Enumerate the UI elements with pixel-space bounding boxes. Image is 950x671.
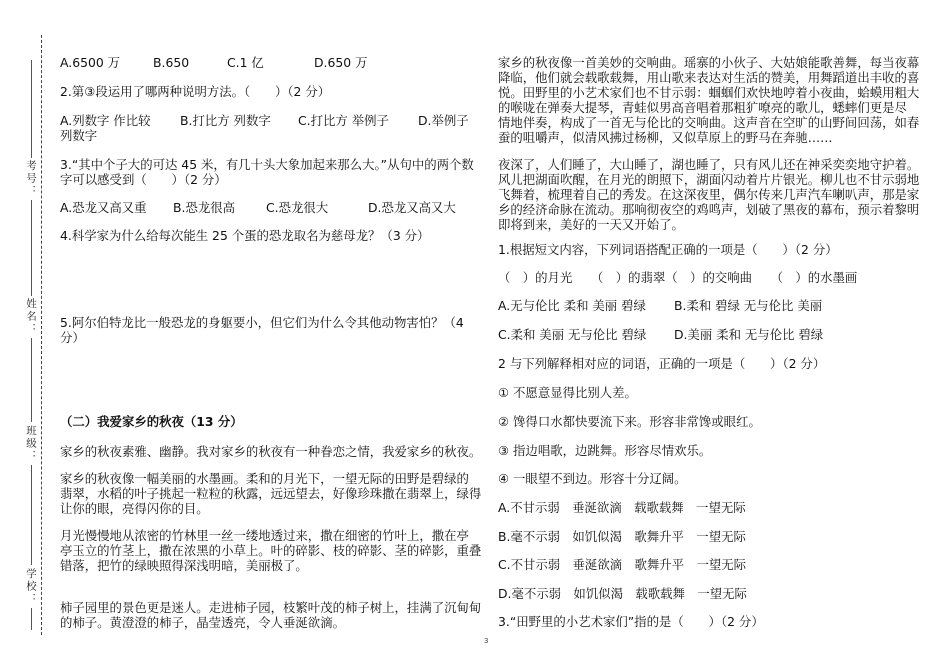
q1-option-b: B.650 [153,55,190,70]
section-title: （二）我爱家乡的秋夜（13 分） [60,414,243,429]
banji-underline [31,465,32,565]
q3-options [60,200,456,215]
passage-p2-line2: 翡翠，水稻的叶子挑起一粒粒的秋露，远远望去，好像珍珠撒在翡翠上，绿得 [60,486,482,501]
passage-p3-line1: 月光慢慢地从浓密的竹林里一丝一缕地透过来，撒在细密的竹叶上，撒在亭 [60,528,469,543]
passage-p6-line3: 飞舞着，梳理着自己的秀发。在这深夜里，偶尔传来几声汽车喇叭声，那是家 [498,187,920,202]
binding-margin [0,0,48,671]
r2-explanation-3: ③ 指边唱歌，边跳舞。形容尽情欢乐。 [498,443,712,458]
q4-stem: 4.科学家为什么给每次能生 25 个蛋的恐龙取名为慈母龙？（3 分） [60,228,430,243]
r1-options-row1 [498,298,822,313]
passage-p5-line6: 蚕的咀嚼声，似清风拂过杨柳，又似草原上的野马在奔驰…… [498,130,833,145]
q1-options [60,55,367,70]
q2-option-d: D.举例子 [418,113,469,128]
passage-p5-line5: 情地伴奏，构成了一首无与伦比的交响曲。这声音在空旷的山野间回荡，如春 [498,115,920,130]
r1-options-row2 [498,327,823,342]
passage-p3-line3: 错落，把竹的绿映照得深浅明暗，美丽极了。 [60,558,308,573]
q3-stem-line2: 字可以感受到（ ）（2 分） [60,172,227,187]
passage-p2-line1: 家乡的秋夜像一幅美丽的水墨画。柔和的月光下，一望无际的田野是碧绿的 [60,471,469,486]
kaohao-underline [31,60,32,158]
r3-stem: 3.“田野里的小艺术家们”指的是（ ）（2 分） [498,614,764,629]
passage-p3-line2: 亭玉立的竹茎上，撒在浓黑的小草上。叶的碎影、枝的碎影、茎的碎影，重叠 [60,543,482,558]
banji-label: 班级： [25,425,37,463]
r2-option-a: A.不甘示弱 垂涎欲滴 载歌载舞 一望无际 [498,500,746,515]
passage-p5-line1: 家乡的秋夜像一首美妙的交响曲。瑶寨的小伙子、大姑娘能歌善舞，每当夜幕 [498,55,920,70]
q1-option-a: A.6500 万 [60,55,121,70]
kaohao-underline-lower [31,200,32,296]
q2-options [60,113,469,128]
passage-p6-line4: 乡的经济命脉在流动。那响彻夜空的鸡鸣声，划破了黑夜的幕布，预示着黎明 [498,202,920,217]
kaohao-label: 考号： [25,160,37,198]
q2-option-c: C.打比方 举例子 [298,113,389,128]
q5-stem-line2: 分） [60,330,85,345]
r1-stem: 1.根据短文内容，下列词语搭配正确的一项是（ ）（2 分） [498,242,838,257]
q1-option-d: D.650 万 [314,55,368,70]
q2-stem: 2.第③段运用了哪两种说明方法。（ ）（2 分） [60,84,331,99]
passage-p1: 家乡的秋夜素雅、幽静。我对家乡的秋夜有一种眷恋之情，我爱家乡的秋夜。 [60,444,482,459]
passage-p5-line4: 的喉咙在弹奏大提琴，青蛙似男高音唱着那粗犷嘹亮的歌儿，蟋蟀们更是尽 [498,100,907,115]
passage-p6-line1: 夜深了，人们睡了，大山睡了，湖也睡了，只有风儿还在神采奕奕地守护着。 [498,157,920,172]
q3-option-c: C.恐龙很大 [266,200,329,215]
passage-p5-line2: 降临，他们就会载歌载舞，用山歌来表达对生活的赞美，用舞蹈道出丰收的喜 [498,70,920,85]
q3-stem-line1: 3.“其中个子大的可达 45 米，有几十头大象加起来那么大。”从句中的两个数 [60,157,474,172]
q3-option-d: D.恐龙又高又大 [368,200,456,215]
r1-option-d: D.美丽 柔和 无与伦比 碧绿 [674,327,824,342]
r1-option-c: C.柔和 美丽 无与伦比 碧绿 [498,327,647,342]
xuexiao-underline [31,608,32,630]
q1-option-c: C.1 亿 [227,55,264,70]
xuexiao-label: 学校： [25,568,37,606]
q3-option-a: A.恐龙又高又重 [60,200,147,215]
r2-option-b: B.毫不示弱 如饥似渴 歌舞升平 一望无际 [498,529,746,544]
passage-p6-line2: 风儿把湖面吹醒，在月光的朗照下，湖面闪动着片片银光。柳儿也不甘示弱地 [498,172,920,187]
passage-p4-line2: 的柿子。黄澄澄的柿子，晶莹透亮，令人垂涎欲滴。 [60,615,345,630]
r2-option-d: D.毫不示弱 如饥似渴 载歌载舞 一望无际 [498,586,747,601]
q2-option-d-continuation: 列数字 [60,128,98,143]
r2-option-c: C.不甘示弱 垂涎欲滴 歌舞升平 一望无际 [498,557,747,572]
q2-option-b: B.打比方 列数字 [180,113,271,128]
q2-option-a: A.列数字 作比较 [60,113,151,128]
binding-dashed-line [41,35,42,635]
passage-p5-line3: 悦。田野里的小艺术家们也不甘示弱：蝈蝈们欢快地哼着小夜曲，蛤蟆用粗大 [498,85,920,100]
r1-blanks: （ ）的月光 （ ）的翡翠（ ）的交响曲 （ ）的水墨画 [498,270,858,285]
page-number: 3 [484,637,489,645]
q5-stem-line1: 5.阿尔伯特龙比一般恐龙的身躯要小，但它们为什么令其他动物害怕？（4 [60,315,464,330]
q3-option-b: B.恐龙很高 [173,200,236,215]
passage-p4-line1: 柿子园里的景色更是迷人。走进柿子园，枝繁叶茂的柿子树上，挂满了沉甸甸 [60,600,482,615]
r2-explanation-1: ① 不愿意显得比别人差。 [498,385,637,400]
passage-p2-line3: 让你的眼，亮得闪你的目。 [60,501,209,516]
r1-option-b: B.柔和 碧绿 无与伦比 美丽 [674,298,823,313]
passage-p6-line5: 即将到来，美好的一天又开始了。 [498,217,684,232]
xingming-label: 姓名： [25,298,37,336]
r2-explanation-2: ② 馋得口水都快要流下来。形容非常馋或眼红。 [498,414,761,429]
xingming-underline [31,338,32,422]
r2-explanation-4: ④ 一眼望不到边。形容十分辽阔。 [498,471,687,486]
r1-option-a: A.无与伦比 柔和 美丽 碧绿 [498,298,646,313]
r2-stem: 2 与下列解释相对应的词语，正确的一项是（ ）（2 分） [498,356,826,371]
